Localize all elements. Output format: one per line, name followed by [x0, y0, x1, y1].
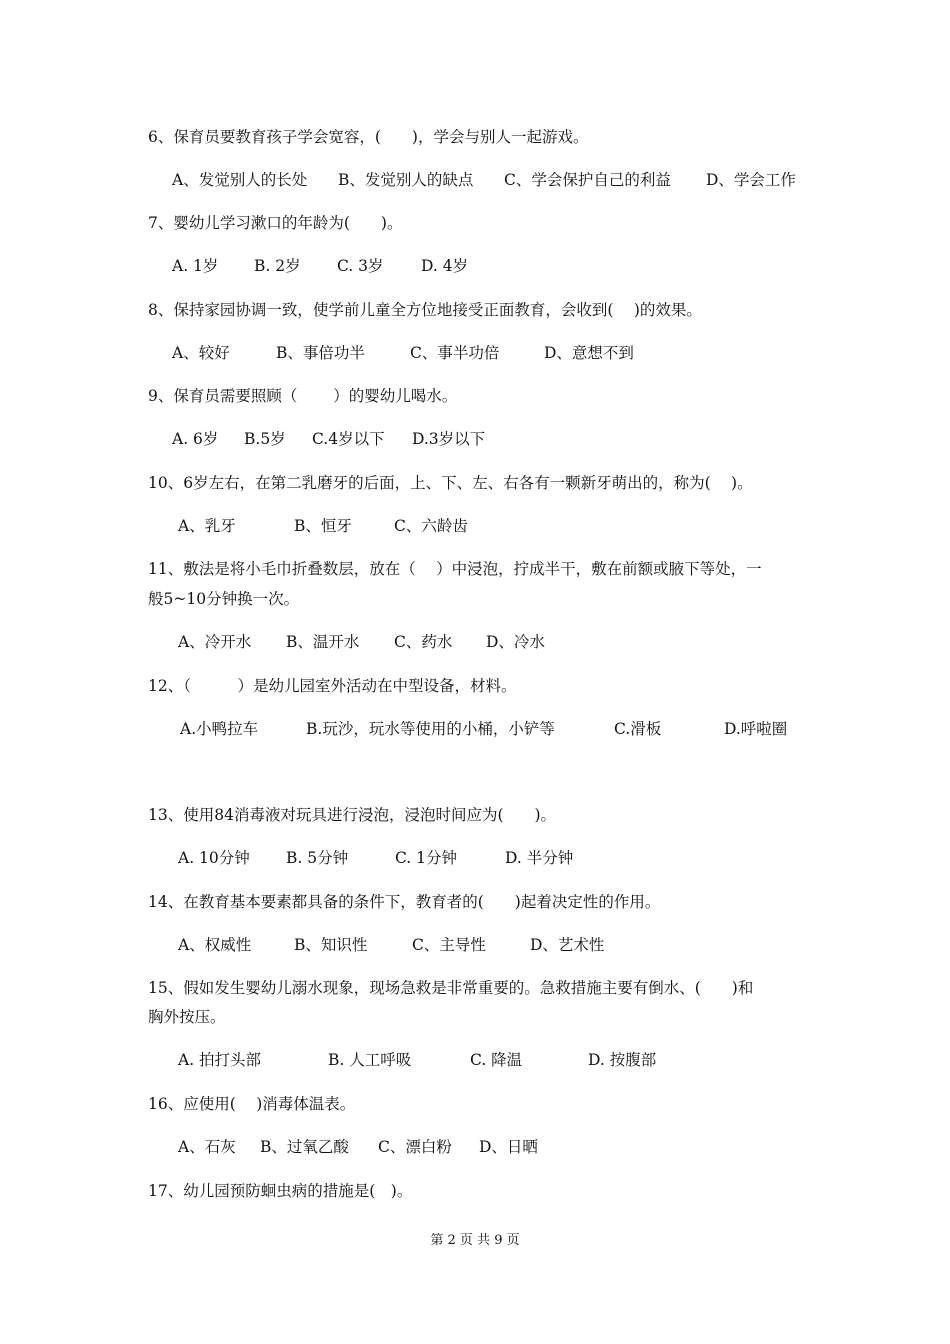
option-b: B.5岁 [244, 430, 286, 448]
option-c: C、学会保护自己的利益 [504, 171, 671, 189]
option-a: A、石灰 [178, 1138, 236, 1156]
option-d: D. 半分钟 [505, 849, 574, 867]
option-a: A. 10分钟 [178, 849, 250, 867]
option-d: D、日晒 [479, 1138, 538, 1156]
option-c: C、主导性 [412, 936, 486, 954]
page-number-footer: 第 2 页 共 9 页 [430, 1233, 520, 1248]
question-15-text-line2: 胸外按压。 [148, 1008, 226, 1026]
option-a: A、冷开水 [178, 633, 252, 651]
option-b: B、知识性 [294, 936, 368, 954]
question-11-options [178, 632, 545, 652]
question-14-text: 14、在教育基本要素都具备的条件下，教育者的( )起着决定性的作用。 [148, 893, 661, 911]
question-7-options [172, 256, 468, 276]
option-d: D、意想不到 [544, 344, 634, 362]
question-9-options [172, 429, 485, 449]
option-a: A、权威性 [178, 936, 252, 954]
option-b: B、温开水 [286, 633, 360, 651]
question-8-text: 8、保持家园协调一致，使学前儿童全方位地接受正面教育，会收到( )的效果。 [148, 301, 702, 319]
option-a: A. 1岁 [172, 257, 219, 275]
option-b: B、恒牙 [294, 517, 352, 535]
question-7-text: 7、婴幼儿学习漱口的年龄为( )。 [148, 214, 403, 232]
option-d: D. 4岁 [421, 257, 469, 275]
option-b: B、事倍功半 [276, 344, 365, 362]
option-d: D、艺术性 [530, 936, 605, 954]
option-c: C. 1分钟 [395, 849, 458, 867]
question-10-text: 10、6岁左右，在第二乳磨牙的后面，上、下、左、右各有一颗新牙萌出的，称为( )。 [148, 474, 753, 492]
option-a: A、较好 [172, 344, 230, 362]
option-d: D.3岁以下 [412, 430, 486, 448]
question-12-text: 12、（ ）是幼儿园室外活动在中型设备，材料。 [148, 677, 517, 695]
option-d: D. 按腹部 [588, 1051, 657, 1069]
option-c: C.滑板 [614, 720, 662, 738]
option-b: B、发觉别人的缺点 [338, 171, 474, 189]
option-c: C、六龄齿 [394, 517, 468, 535]
option-b: B. 人工呼吸 [328, 1051, 412, 1069]
option-c: C.4岁以下 [312, 430, 385, 448]
question-11-text-line2: 般5~10分钟换一次。 [148, 590, 300, 608]
option-c: C、漂白粉 [378, 1138, 452, 1156]
option-d: D、冷水 [486, 633, 545, 651]
option-b: B、过氧乙酸 [260, 1138, 349, 1156]
question-17-text: 17、幼儿园预防蛔虫病的措施是( )。 [148, 1182, 413, 1200]
option-d: D.呼啦圈 [724, 720, 788, 738]
question-9-text: 9、保育员需要照顾（ ）的婴幼儿喝水。 [148, 387, 458, 405]
option-c: C、药水 [394, 633, 453, 651]
question-16-options [178, 1137, 538, 1157]
option-c: C. 3岁 [337, 257, 384, 275]
option-a: A、乳牙 [178, 517, 236, 535]
option-a: A.小鸭拉车 [180, 720, 259, 738]
question-13-options [178, 848, 573, 868]
option-b: B.玩沙，玩水等使用的小桶，小铲等 [306, 720, 555, 738]
question-10-options [178, 516, 468, 536]
question-15-text-line1: 15、假如发生婴幼儿溺水现象，现场急救是非常重要的。急救措施主要有倒水、( )和 [148, 979, 754, 997]
option-a: A. 拍打头部 [178, 1051, 262, 1069]
question-11-text-line1: 11、敷法是将小毛巾折叠数层，放在（ ）中浸泡，拧成半干，敷在前额或腋下等处，一 [148, 560, 762, 578]
option-d: D、学会工作 [706, 171, 796, 189]
option-a: A. 6岁 [172, 430, 219, 448]
option-a: A、发觉别人的长处 [172, 171, 308, 189]
question-16-text: 16、应使用( )消毒体温表。 [148, 1095, 356, 1113]
question-12-options [180, 719, 787, 739]
question-6-options [172, 170, 796, 190]
question-13-text: 13、使用84消毒液对玩具进行浸泡，浸泡时间应为( )。 [148, 806, 557, 824]
question-8-options [172, 343, 634, 363]
question-15-options [178, 1050, 656, 1070]
option-c: C. 降温 [470, 1051, 523, 1069]
question-6-text: 6、保育员要教育孩子学会宽容，( )，学会与别人一起游戏。 [148, 128, 589, 146]
option-b: B. 2岁 [254, 257, 301, 275]
option-b: B. 5分钟 [286, 849, 349, 867]
option-c: C、事半功倍 [410, 344, 500, 362]
question-14-options [178, 935, 604, 955]
